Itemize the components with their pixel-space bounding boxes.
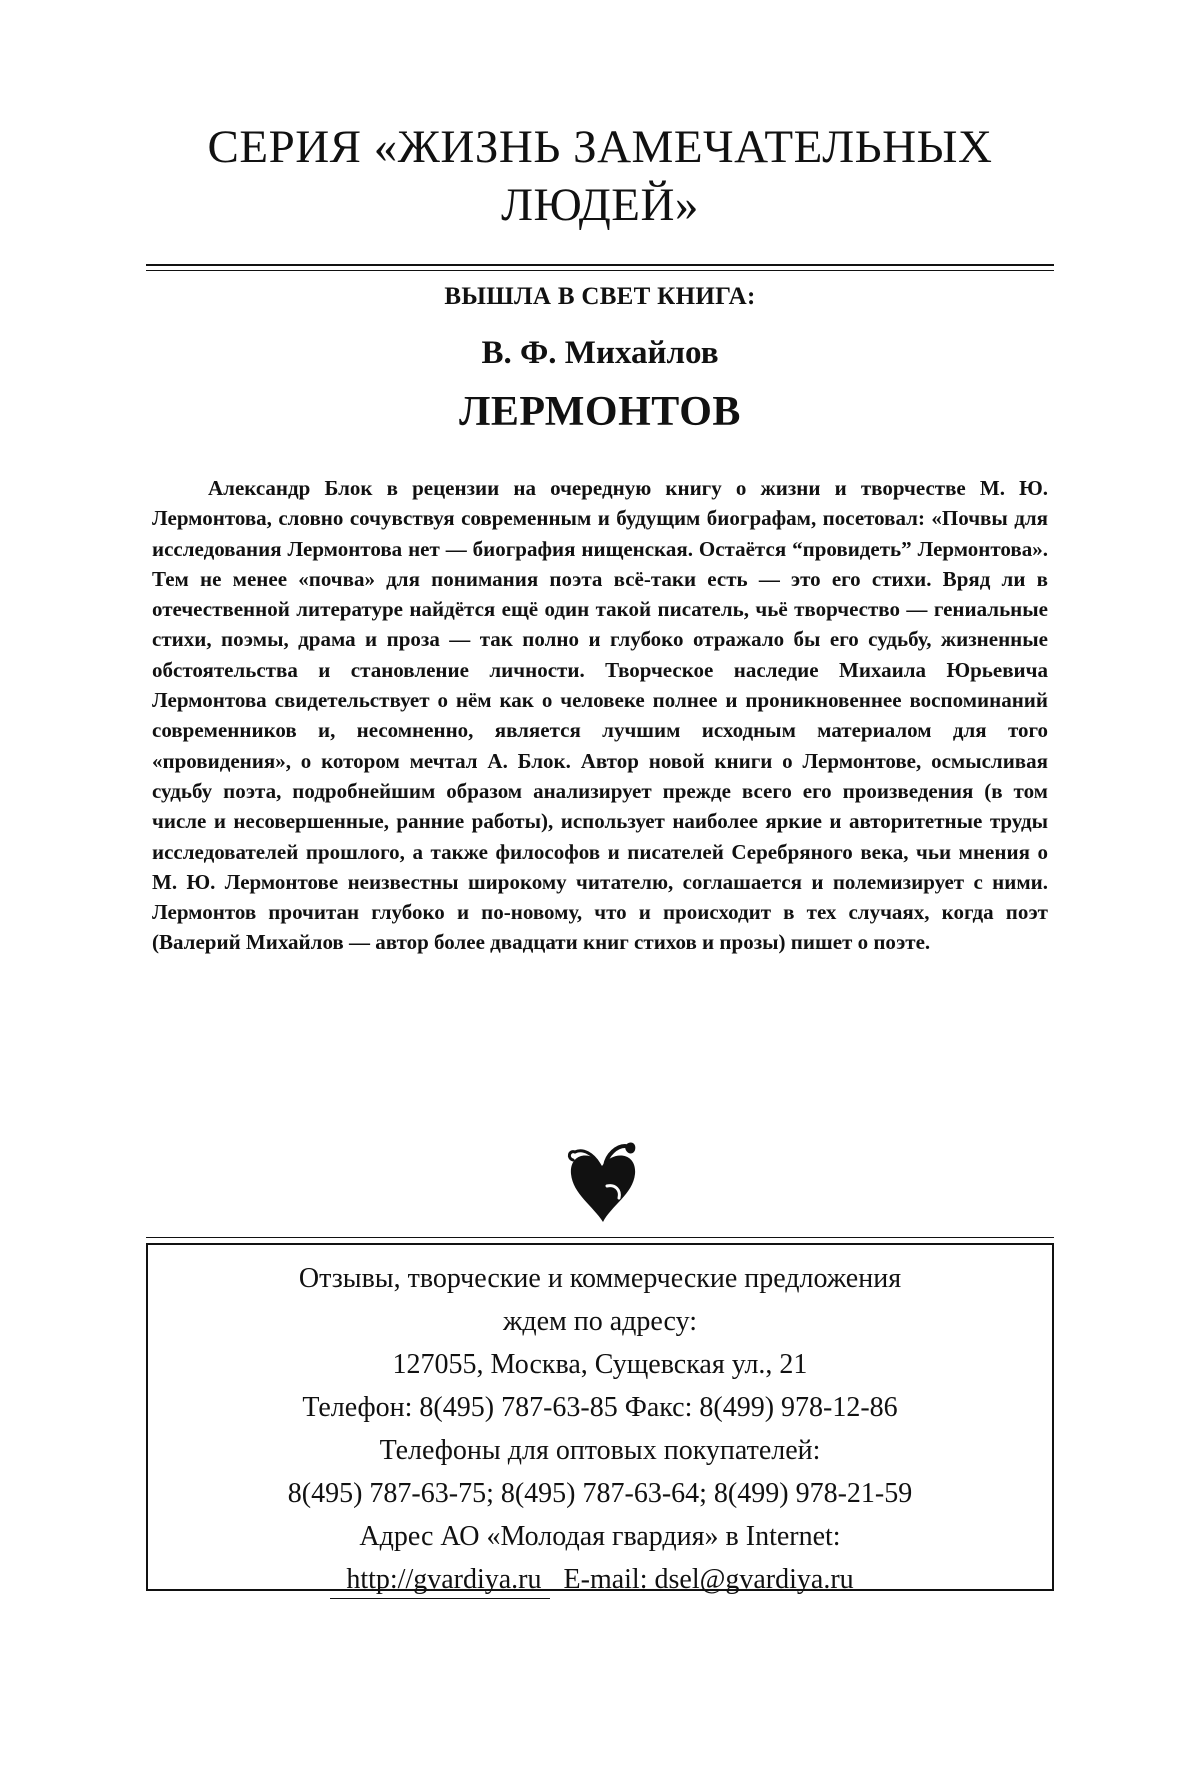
contact-invitation-address-label: ждем по адресу: <box>148 1300 1052 1343</box>
postal-address: 127055, Москва, Сущевская ул., 21 <box>148 1343 1052 1386</box>
email-link[interactable]: E-mail: dsel@gvardiya.ru <box>564 1564 854 1595</box>
book-author: В. Ф. Михайлов <box>140 335 1060 372</box>
contact-top-divider <box>146 1237 1054 1238</box>
wholesale-phones: 8(495) 787-63-75; 8(495) 787-63-64; 8(499) 978-21-59 <box>148 1472 1052 1515</box>
internet-label: Адрес АО «Молодая гвардия» в Internet: <box>148 1515 1052 1558</box>
top-divider <box>146 264 1054 266</box>
book-title: ЛЕРМОНТОВ <box>140 388 1060 436</box>
contact-invitation: Отзывы, творческие и коммерческие предложения <box>148 1257 1052 1300</box>
wholesale-label: Телефоны для оптовых покупателей: <box>148 1429 1052 1472</box>
book-description: Александр Блок в рецензии на очередную книгу о жизни и творчестве М. Ю. Лермонтова, словно сочувствуя современным и будущим биографам, посетовал: «Почвы для исследования Лермонтова нет — биография нищенская. Остаётся “провидеть” Лермонтова». Тем не менее «почва» для понимания поэта всё-таки есть — это его стихи. Вряд ли в отечественной литературе найдётся ещё один такой писатель, чьё творчество — гениальные стихи, поэмы, драма и проза — так полно и глубоко отражало бы его судьбу, жизненные обстоятельства и становление личности. Творческое наследие Михаила Юрьевича Лермонтова свидетельствует о нём как о человеке полнее и проникновеннее воспоминаний современников и, несомненно, является лучшим исходным материалом для того «провидения», о котором мечтал А. Блок. Автор новой книги о Лермонтове, осмысливая судьбу поэта, подробнейшим образом анализирует прежде всего его произведения (в том числе и несовершенные, ранние работы), использует наиболее яркие и авторитетные труды исследователей прошлого, а также философов и писателей Серебряного века, чьи мнения о М. Ю. Лермонтове неизвестны широкому читателю, соглашается и полемизирует с ними. Лермонтов прочитан глубоко и по-новому, что и происходит в тех случаях, когда поэт (Валерий Михайлов — автор более двадцати книг стихов и прозы) пишет о поэте. <box>152 473 1048 958</box>
published-label: ВЫШЛА В СВЕТ КНИГА: <box>140 283 1060 311</box>
top-divider-secondary <box>146 270 1054 271</box>
series-title <box>140 118 1060 234</box>
website-link[interactable]: http://gvardiya.ru <box>346 1564 541 1595</box>
contact-bottom-divider <box>330 1598 550 1599</box>
heart-vine-ornament-icon <box>563 1136 641 1226</box>
web-contacts <box>148 1558 1052 1601</box>
series-title-line-2: ЛЮДЕЙ» <box>501 179 699 231</box>
series-title-line-1: СЕРИЯ «ЖИЗНЬ ЗАМЕЧАТЕЛЬНЫХ <box>208 121 993 173</box>
phone-fax: Телефон: 8(495) 787-63-85 Факс: 8(499) 978-12-86 <box>148 1386 1052 1429</box>
contact-box <box>146 1243 1054 1591</box>
contact-lines <box>148 1257 1052 1601</box>
